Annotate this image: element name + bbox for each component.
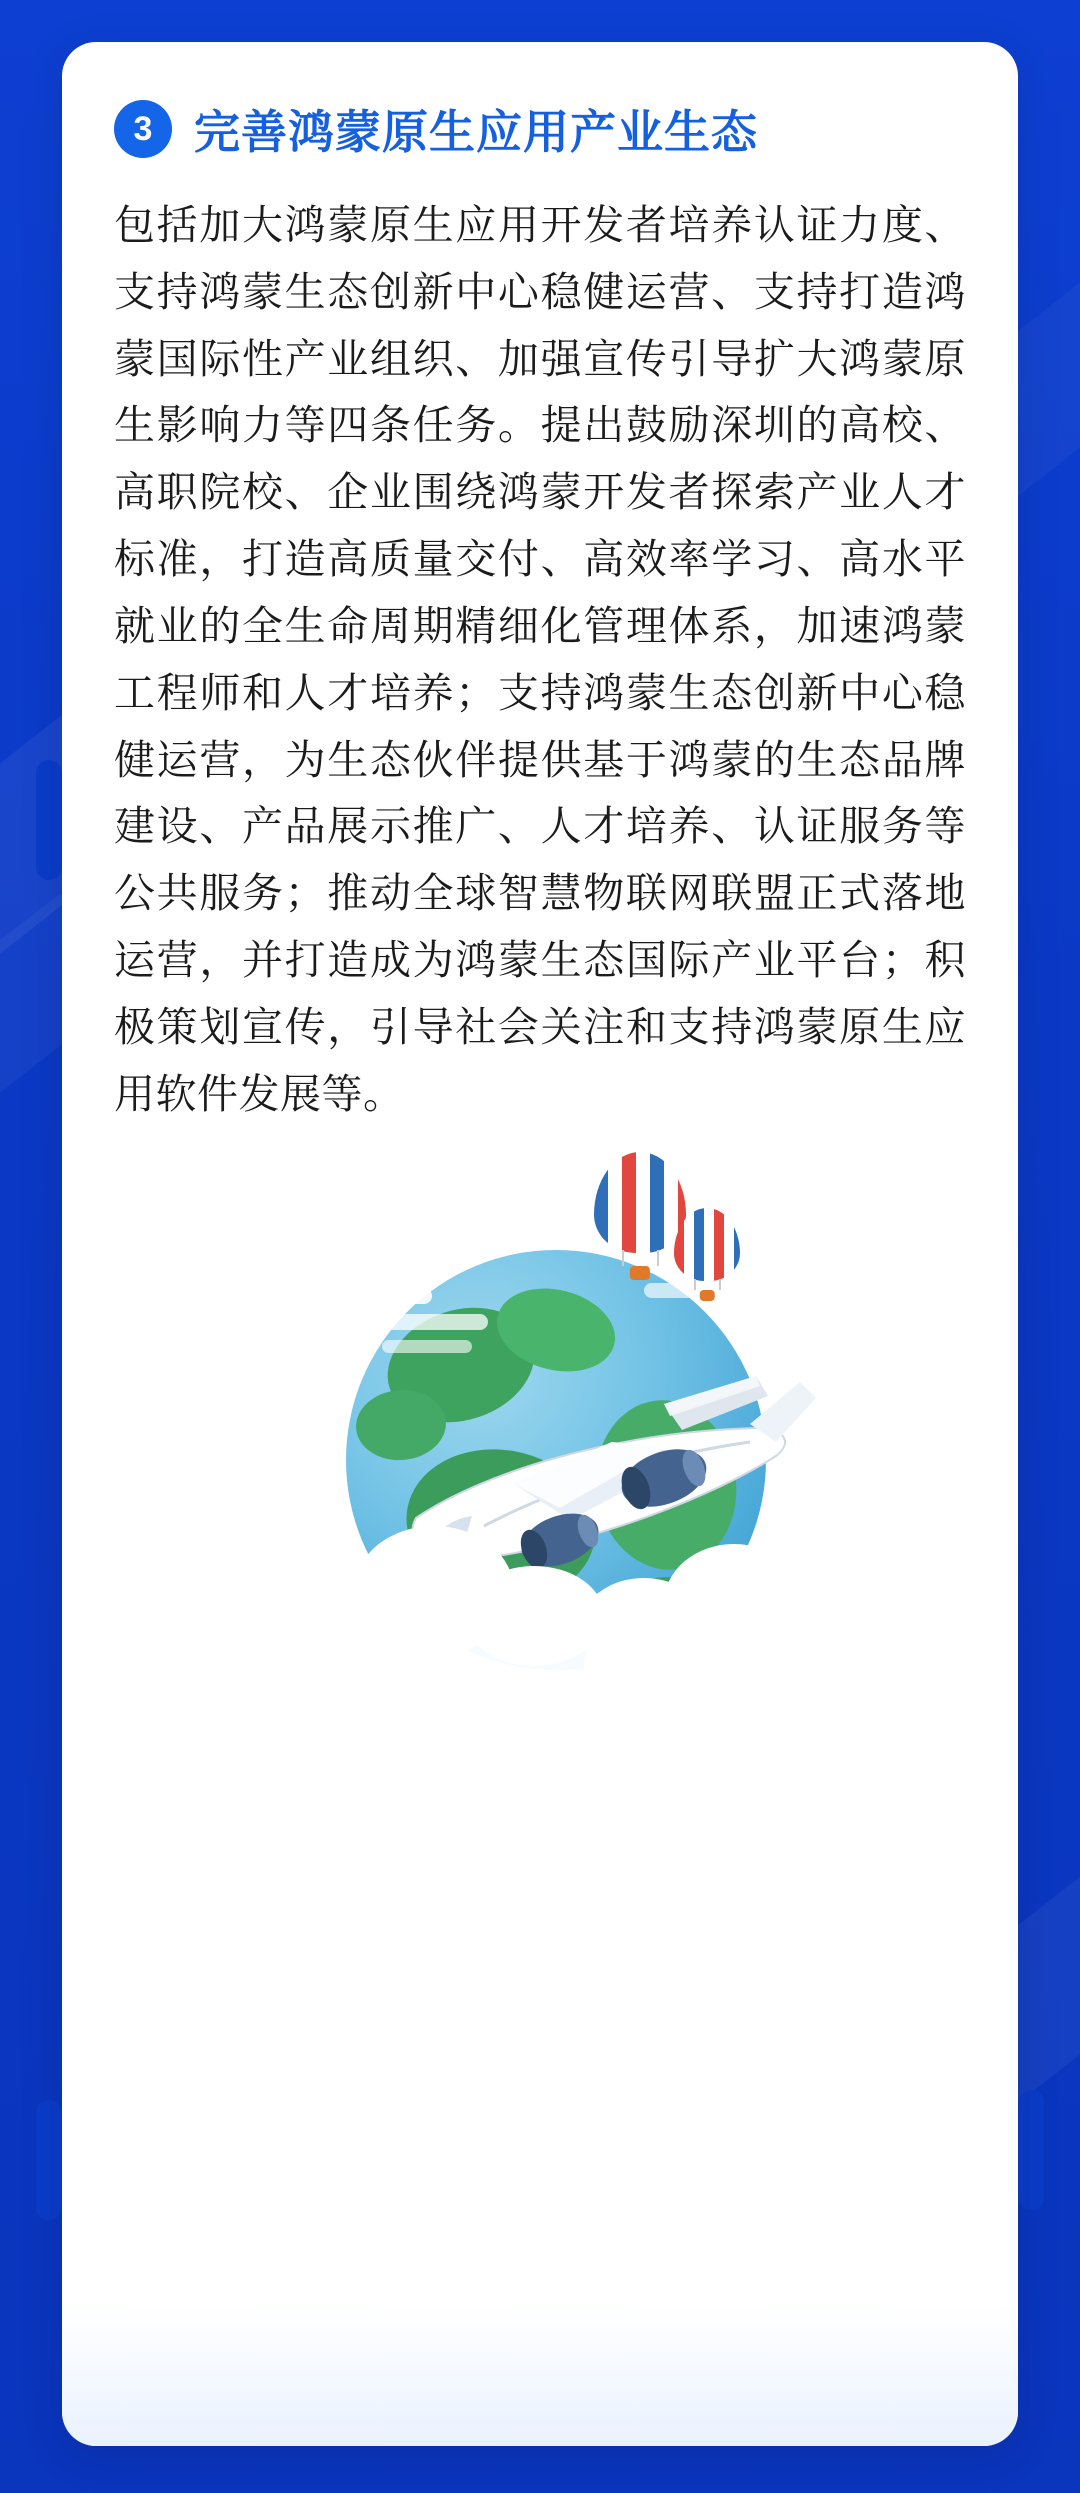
section-body-text: 包括加大鸿蒙原生应用开发者培养认证力度、支持鸿蒙生态创新中心稳健运营、支持打造鸿蒙国际性产业组织、加强宣传引导扩大鸿蒙原生影响力等四条任务。提出鼓励深圳的高校、高职院校、企业围绕鸿蒙开发者探索产业人才标准，打造高质量交付、高效率学习、高水平就业的全生命周期精细化管理体系，加速鸿蒙工程师和人才培养；支持鸿蒙生态创新中心稳健运营，为生态伙伴提供基于鸿蒙的生态品牌建设、产品展示推广、人才培养、认证服务等公共服务；推动全球智慧物联网联盟正式落地运营，并打造成为鸿蒙生态国际产业平台；积极策划宣传，引导社会关注和支持鸿蒙原生应用软件发展等。 (114, 202, 966, 1117)
decorative-notch (1018, 2090, 1044, 2210)
decorative-notch (36, 760, 62, 880)
illustration (114, 1138, 1018, 1698)
decorative-notch (1018, 620, 1044, 740)
hot-air-balloon-icon (674, 1208, 740, 1302)
card-footer-gradient (62, 2306, 1018, 2446)
content-card (62, 42, 1018, 2446)
section-heading (114, 96, 966, 162)
section-title: 完善鸿蒙原生应用产业生态 (194, 106, 758, 158)
decorative-notch (36, 2100, 62, 2220)
section-number-badge: 3 (114, 100, 172, 158)
hot-air-balloon-icon (594, 1152, 686, 1282)
